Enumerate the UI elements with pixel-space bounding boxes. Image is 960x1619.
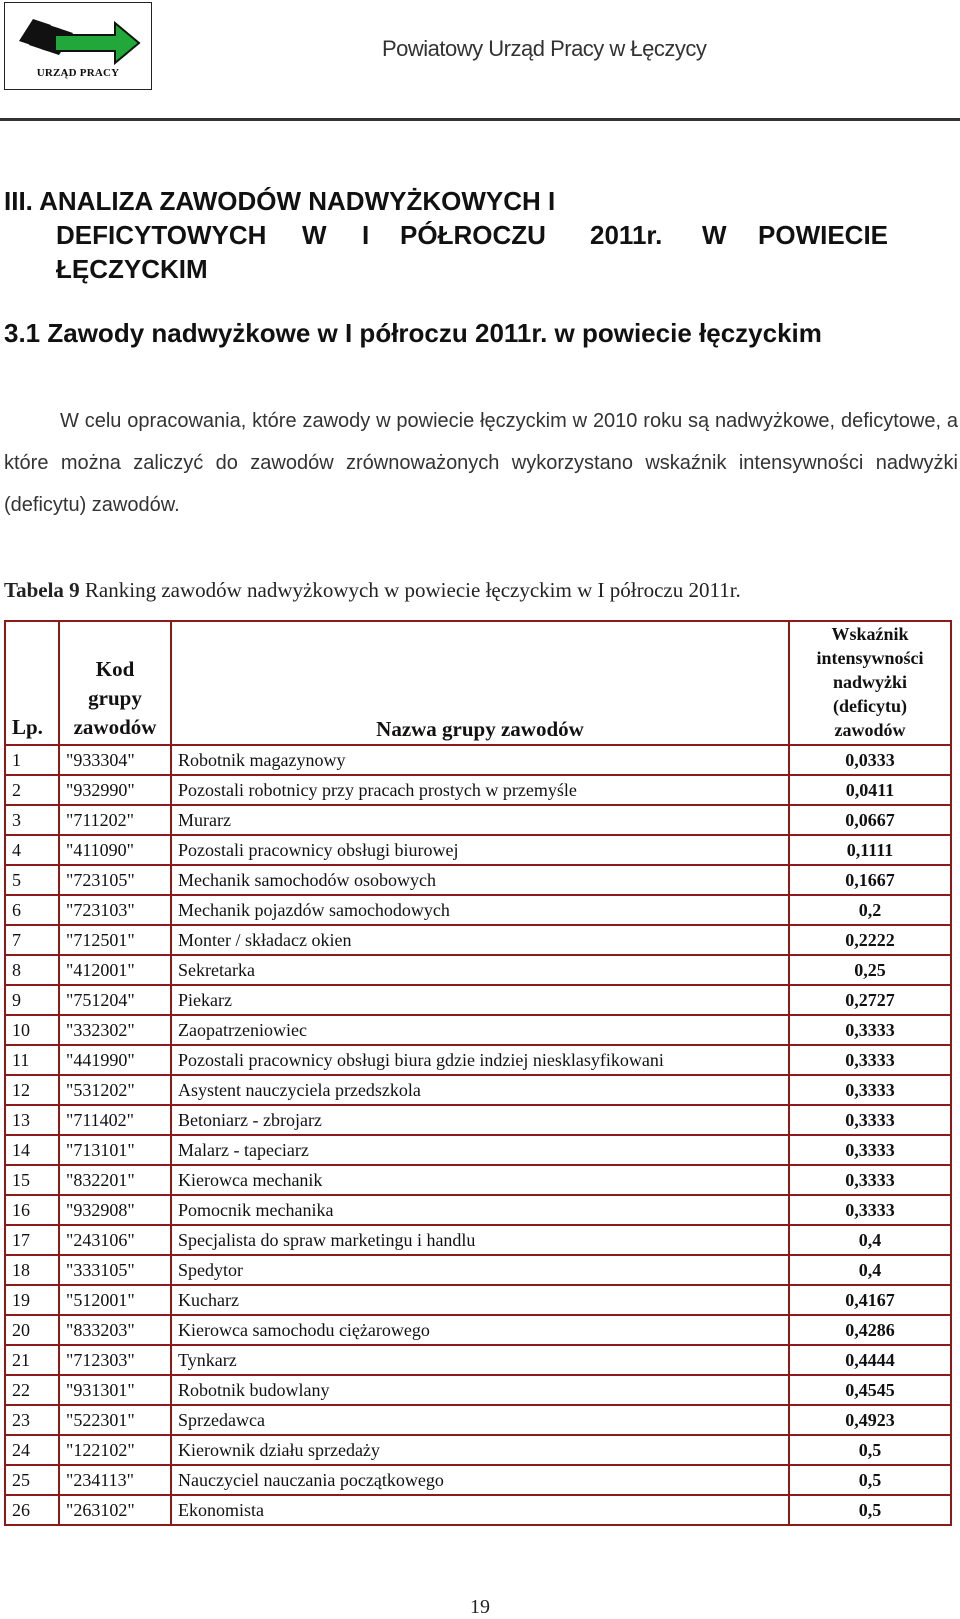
section-title-word: DEFICYTOWYCH — [56, 220, 267, 250]
cell-wskaznik: 0,4545 — [789, 1375, 951, 1405]
cell-lp: 11 — [5, 1045, 59, 1075]
cell-kod: "713101" — [59, 1135, 171, 1165]
table-caption-text: Ranking zawodów nadwyżkowych w powiecie łęczyckim w I półroczu 2011r. — [79, 578, 741, 602]
header-wsk-line: zawodów — [834, 720, 906, 740]
section-title-line-1: III. ANALIZA ZAWODÓW NADWYŻKOWYCH I — [4, 186, 556, 216]
cell-kod: "933304" — [59, 745, 171, 775]
cell-nazwa: Zaopatrzeniowiec — [171, 1015, 789, 1045]
cell-kod: "711202" — [59, 805, 171, 835]
header-kod-line: grupy — [88, 686, 142, 710]
header-nazwa: Nazwa grupy zawodów — [171, 621, 789, 745]
table-row — [5, 1465, 951, 1495]
table-caption — [4, 578, 741, 603]
cell-wskaznik: 0,3333 — [789, 1015, 951, 1045]
page-number: 19 — [470, 1596, 490, 1618]
subsection-title: 3.1 Zawody nadwyżkowe w I półroczu 2011r. w powiecie łęczyckim — [4, 318, 822, 348]
header-kod — [59, 621, 171, 745]
table-body — [5, 745, 951, 1525]
cell-kod: "333105" — [59, 1255, 171, 1285]
cell-nazwa: Kucharz — [171, 1285, 789, 1315]
table-row — [5, 1345, 951, 1375]
cell-lp: 18 — [5, 1255, 59, 1285]
cell-nazwa: Tynkarz — [171, 1345, 789, 1375]
cell-wskaznik: 0,25 — [789, 955, 951, 985]
table-row — [5, 775, 951, 805]
section-title-word: I — [362, 220, 370, 250]
cell-wskaznik: 0,5 — [789, 1495, 951, 1525]
table-row — [5, 745, 951, 775]
cell-kod: "712303" — [59, 1345, 171, 1375]
section-title-line-2 — [4, 218, 954, 252]
cell-lp: 10 — [5, 1015, 59, 1045]
cell-lp: 1 — [5, 745, 59, 775]
cell-wskaznik: 0,0411 — [789, 775, 951, 805]
cell-lp: 21 — [5, 1345, 59, 1375]
cell-wskaznik: 0,2 — [789, 895, 951, 925]
table-row — [5, 985, 951, 1015]
table-row — [5, 1315, 951, 1345]
cell-wskaznik: 0,0333 — [789, 745, 951, 775]
section-title-word: W — [302, 220, 327, 250]
cell-lp: 4 — [5, 835, 59, 865]
header-wsk-line: (deficytu) — [833, 696, 907, 716]
cell-lp: 6 — [5, 895, 59, 925]
header-divider — [0, 118, 960, 121]
section-title-word: W — [702, 220, 727, 250]
urzad-pracy-logo — [4, 2, 152, 90]
table-header-row — [5, 621, 951, 745]
cell-nazwa: Kierowca samochodu ciężarowego — [171, 1315, 789, 1345]
cell-wskaznik: 0,3333 — [789, 1135, 951, 1165]
ranking-table — [4, 620, 952, 1526]
cell-kod: "723105" — [59, 865, 171, 895]
cell-wskaznik: 0,1111 — [789, 835, 951, 865]
cell-lp: 2 — [5, 775, 59, 805]
section-title-word: 2011r. — [590, 220, 663, 250]
cell-lp: 23 — [5, 1405, 59, 1435]
cell-kod: "522301" — [59, 1405, 171, 1435]
cell-lp: 13 — [5, 1105, 59, 1135]
table-row — [5, 1405, 951, 1435]
cell-wskaznik: 0,4923 — [789, 1405, 951, 1435]
cell-kod: "932908" — [59, 1195, 171, 1225]
table-row — [5, 1015, 951, 1045]
logo-cards-arrow-icon — [15, 11, 143, 67]
header-wskaznik — [789, 621, 951, 745]
table-row — [5, 895, 951, 925]
cell-wskaznik: 0,4 — [789, 1255, 951, 1285]
cell-wskaznik: 0,0667 — [789, 805, 951, 835]
header-kod-line: Kod — [95, 657, 135, 681]
section-title-word: POWIECIE — [758, 220, 889, 250]
cell-wskaznik: 0,2222 — [789, 925, 951, 955]
cell-nazwa: Kierownik działu sprzedaży — [171, 1435, 789, 1465]
cell-nazwa: Malarz - tapeciarz — [171, 1135, 789, 1165]
section-title-word: PÓŁROCZU — [400, 220, 546, 250]
table-row — [5, 865, 951, 895]
table-row — [5, 1495, 951, 1525]
header-wsk-line: intensywności — [816, 648, 924, 668]
cell-wskaznik: 0,4444 — [789, 1345, 951, 1375]
cell-nazwa: Spedytor — [171, 1255, 789, 1285]
table-row — [5, 1075, 951, 1105]
cell-lp: 15 — [5, 1165, 59, 1195]
table-row — [5, 1435, 951, 1465]
cell-nazwa: Murarz — [171, 805, 789, 835]
table-row — [5, 1225, 951, 1255]
cell-lp: 26 — [5, 1495, 59, 1525]
cell-nazwa: Ekonomista — [171, 1495, 789, 1525]
cell-kod: "122102" — [59, 1435, 171, 1465]
cell-kod: "234113" — [59, 1465, 171, 1495]
cell-nazwa: Pozostali pracownicy obsługi biura gdzie indziej niesklasyfikowani — [171, 1045, 789, 1075]
cell-lp: 9 — [5, 985, 59, 1015]
cell-kod: "243106" — [59, 1225, 171, 1255]
table-row — [5, 925, 951, 955]
cell-nazwa: Sprzedawca — [171, 1405, 789, 1435]
cell-kod: "712501" — [59, 925, 171, 955]
cell-wskaznik: 0,3333 — [789, 1195, 951, 1225]
cell-nazwa: Pozostali robotnicy przy pracach prostych w przemyśle — [171, 775, 789, 805]
cell-lp: 20 — [5, 1315, 59, 1345]
cell-lp: 25 — [5, 1465, 59, 1495]
table-row — [5, 1135, 951, 1165]
cell-kod: "833203" — [59, 1315, 171, 1345]
cell-wskaznik: 0,4286 — [789, 1315, 951, 1345]
cell-nazwa: Pozostali pracownicy obsługi biurowej — [171, 835, 789, 865]
cell-kod: "411090" — [59, 835, 171, 865]
cell-nazwa: Robotnik budowlany — [171, 1375, 789, 1405]
cell-lp: 12 — [5, 1075, 59, 1105]
cell-wskaznik: 0,3333 — [789, 1105, 951, 1135]
table-row — [5, 1165, 951, 1195]
cell-wskaznik: 0,1667 — [789, 865, 951, 895]
cell-nazwa: Pomocnik mechanika — [171, 1195, 789, 1225]
cell-lp: 3 — [5, 805, 59, 835]
cell-kod: "531202" — [59, 1075, 171, 1105]
cell-lp: 8 — [5, 955, 59, 985]
cell-wskaznik: 0,3333 — [789, 1045, 951, 1075]
table-row — [5, 955, 951, 985]
cell-kod: "751204" — [59, 985, 171, 1015]
cell-nazwa: Nauczyciel nauczania początkowego — [171, 1465, 789, 1495]
header-lp: Lp. — [5, 621, 59, 745]
table-row — [5, 1045, 951, 1075]
header-kod-line: zawodów — [73, 715, 157, 739]
cell-kod: "723103" — [59, 895, 171, 925]
table-row — [5, 1375, 951, 1405]
cell-lp: 7 — [5, 925, 59, 955]
cell-nazwa: Piekarz — [171, 985, 789, 1015]
cell-wskaznik: 0,2727 — [789, 985, 951, 1015]
cell-lp: 16 — [5, 1195, 59, 1225]
cell-nazwa: Mechanik pojazdów samochodowych — [171, 895, 789, 925]
cell-kod: "711402" — [59, 1105, 171, 1135]
cell-nazwa: Asystent nauczyciela przedszkola — [171, 1075, 789, 1105]
header-wsk-line: Wskaźnik — [831, 624, 909, 644]
cell-nazwa: Specjalista do spraw marketingu i handlu — [171, 1225, 789, 1255]
header-wsk-line: nadwyżki — [832, 672, 908, 692]
cell-nazwa: Sekretarka — [171, 955, 789, 985]
cell-wskaznik: 0,5 — [789, 1465, 951, 1495]
table-row — [5, 1285, 951, 1315]
cell-kod: "832201" — [59, 1165, 171, 1195]
cell-kod: "332302" — [59, 1015, 171, 1045]
cell-kod: "412001" — [59, 955, 171, 985]
section-title-line-3: ŁĘCZYCKIM — [56, 254, 208, 284]
cell-wskaznik: 0,3333 — [789, 1075, 951, 1105]
cell-lp: 14 — [5, 1135, 59, 1165]
cell-kod: "512001" — [59, 1285, 171, 1315]
cell-wskaznik: 0,3333 — [789, 1165, 951, 1195]
cell-nazwa: Kierowca mechanik — [171, 1165, 789, 1195]
header-title: Powiatowy Urząd Pracy w Łęczycy — [382, 36, 707, 61]
cell-lp: 5 — [5, 865, 59, 895]
cell-wskaznik: 0,5 — [789, 1435, 951, 1465]
cell-kod: "263102" — [59, 1495, 171, 1525]
cell-lp: 22 — [5, 1375, 59, 1405]
cell-wskaznik: 0,4167 — [789, 1285, 951, 1315]
section-title — [4, 184, 954, 286]
cell-nazwa: Monter / składacz okien — [171, 925, 789, 955]
cell-kod: "932990" — [59, 775, 171, 805]
cell-nazwa: Betoniarz - zbrojarz — [171, 1105, 789, 1135]
table-row — [5, 1195, 951, 1225]
table-row — [5, 835, 951, 865]
table-caption-label: Tabela 9 — [4, 578, 80, 602]
logo-text: URZĄD PRACY — [36, 67, 120, 79]
page-header — [0, 0, 960, 122]
cell-lp: 17 — [5, 1225, 59, 1255]
cell-lp: 24 — [5, 1435, 59, 1465]
cell-kod: "441990" — [59, 1045, 171, 1075]
table-row — [5, 1255, 951, 1285]
cell-kod: "931301" — [59, 1375, 171, 1405]
table-row — [5, 1105, 951, 1135]
cell-nazwa: Mechanik samochodów osobowych — [171, 865, 789, 895]
table-row — [5, 805, 951, 835]
cell-nazwa: Robotnik magazynowy — [171, 745, 789, 775]
intro-paragraph: W celu opracowania, które zawody w powiecie łęczyckim w 2010 roku są nadwyżkowe, deficytowe, a które można zaliczyć do zawodów zrównoważonych wykorzystano wskaźnik intensywności nadwyżki (deficytu) zawodów. — [4, 410, 958, 516]
cell-lp: 19 — [5, 1285, 59, 1315]
cell-wskaznik: 0,4 — [789, 1225, 951, 1255]
